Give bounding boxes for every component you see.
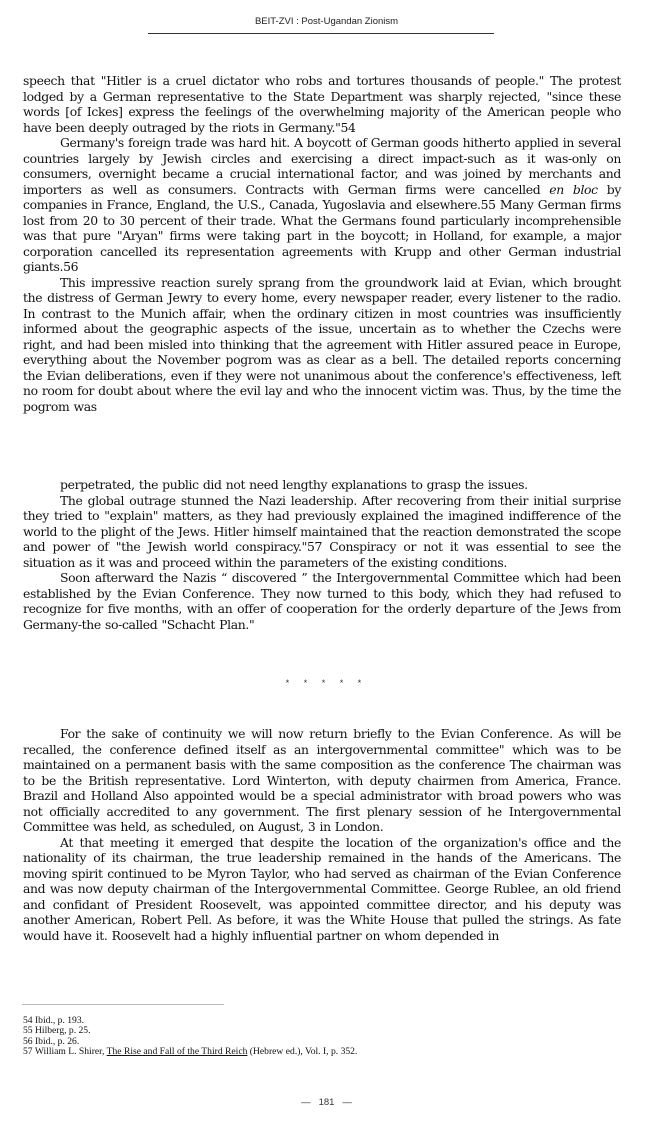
footnote-56: 56 Ibid., p. 26. (23, 1035, 80, 1047)
book-title: The Rise and Fall of the Third Reich (106, 1046, 248, 1058)
paragraph-text: Germany's foreign trade was hard hit. A boycott of German goods hitherto applied in several countries largely by Jewish circles and exercising a direct impact-such as it was-only on consumers, overnight became a crucial international factor, and was joined by merchants and importers as well as consumers. Contracts with German firms were cancelled (23, 135, 621, 197)
running-header: BEIT-ZVI : Post-Ugandan Zionism (254, 16, 399, 27)
footnote-text: 57 William L. Shirer, (23, 1046, 107, 1058)
paragraph: For the sake of continuity we will now return briefly to the Evian Conference. As will be recalled, the conference defined itself as an intergovernmental committee" which was to be maintained on a permanent basis with the same composition as the conference The chairman was to be the British representative. Lord Winterton, with deputy chairmen from America, France. Brazil and Holland Also appointed would be a special administrator with broad powers who was not officially accredited to any government. The first plenary session of he Intergovernmental Committee was held, as scheduled, on August, 3 in London. (23, 726, 621, 834)
paragraph (23, 135, 621, 275)
paragraph: speech that "Hitler is a cruel dictator who robs and tortures thousands of people." The protest lodged by a German representative to the State Department was sharply rejected, "since these words [of Ickes] express the feelings of the overwhelming majority of the American people who have been deeply outraged by the riots in Germany."54 (23, 73, 621, 135)
paragraph: At that meeting it emerged that despite the location of the organization's office and the nationality of its chairman, the true leadership remained in the hands of the Americans. The moving spirit continued to be Myron Taylor, who had served as chairman of the Evian Conference and was now deputy chairman of the Intergovernmental Committee. George Rublee, an old friend and confidant of President Roosevelt, was appointed committee director, and his deputy was another American, Robert Pell. As before, it was the White House that pulled the strings. As fate would have it. Roosevelt had a highly influential partner on whom depended in (23, 834, 621, 943)
page-number: — 181 — (301, 1097, 352, 1108)
footnote-55: 55 Hilberg, p. 25. (23, 1025, 91, 1037)
header-rule (148, 33, 494, 34)
footnote-text: (Hebrew ed.), Vol. I, p. 352. (247, 1046, 358, 1058)
paragraph-text: by companies in France, England, the U.S., Canada, Yugoslavia and elsewhere.55 Many German firms lost from 20 to 30 percent of their trade. What the Germans found particularly incomprehensible was that pure "Aryan" firms were taking part in the boycott; in Holland, for example, a major corporation cancelled its representation agreements with Krupp and other German industrial giants.56 (23, 181, 621, 274)
text-block-2 (23, 477, 621, 632)
footnote-54: 54 Ibid., p. 193. (23, 1015, 85, 1026)
footnotes (23, 1016, 357, 1058)
footnote-rule (22, 1004, 224, 1005)
paragraph: This impressive reaction surely sprang from the groundwork laid at Evian, which brought the distress of German Jewry to every home, every newspaper reader, every listener to the radio. In contrast to the Munich affair, when the ordinary citizen in most countries was insufficiently informed about the geographic aspects of the issue, uncertain as to whether the Czechs were right, and had been misled into thinking that the agreement with Hitler assured peace in Europe, everything about the November pogrom was as clear as a bell. The detailed reports concerning the Evian deliberations, even if they were not unanimous about the conference's effectiveness, left no room for doubt about where the evil lay and who the innocent victim was. Thus, by the time the pogrom was (23, 274, 621, 414)
section-separator: * * * * * (285, 678, 368, 688)
paragraph: Soon afterward the Nazis “ discovered ” the Intergovernmental Committee which had been established by the Evian Conference. They now turned to this body, which they had refused to recognize for five months, with an offer of cooperation for the orderly departure of the Jews from Germany-the so-called "Schacht Plan." (23, 570, 621, 632)
paragraph: perpetrated, the public did not need lengthy explanations to grasp the issues. (60, 477, 528, 492)
text-block-1 (23, 73, 621, 414)
italic-term: en bloc (549, 181, 598, 197)
paragraph: The global outrage stunned the Nazi leadership. After recovering from their initial surprise they tried to "explain" matters, as they had previously explained the imagined indifference of the world to the plight of the Jews. Hitler himself maintained that the reaction demonstrated the scope and power of "the Jewish world conspiracy."57 Conspiracy or not it was essential to see the situation as it was and proceed within the parameters of the existing conditions. (23, 492, 621, 570)
text-block-3 (23, 726, 621, 943)
footnote-57 (23, 1047, 357, 1057)
